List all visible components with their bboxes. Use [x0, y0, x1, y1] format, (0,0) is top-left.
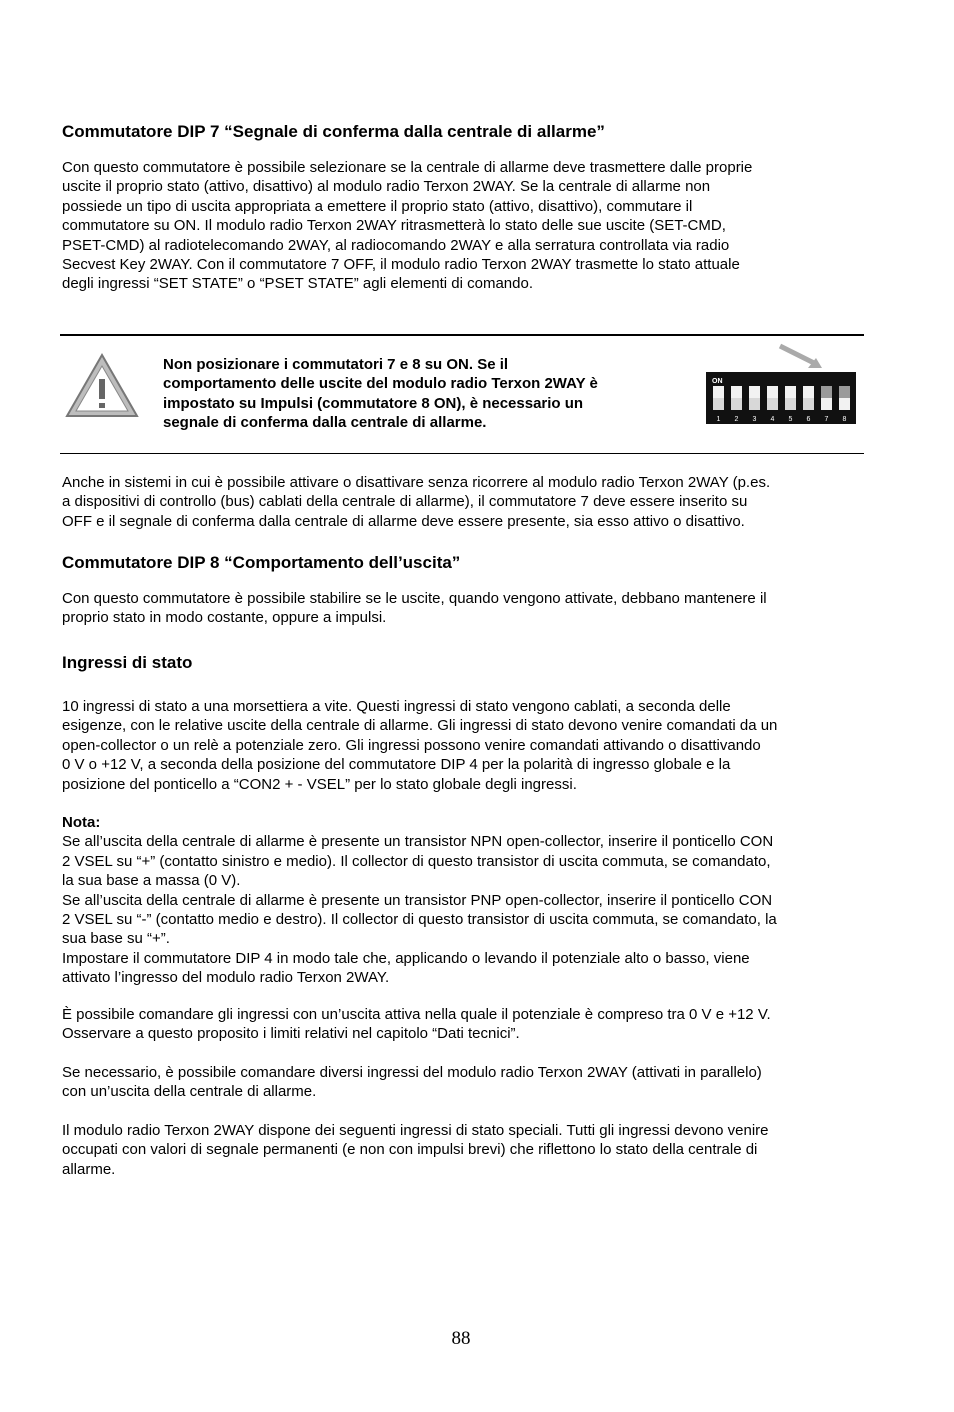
dip-switch-number-5: 5: [788, 416, 793, 423]
paragraph-voltage: [62, 1005, 862, 1044]
paragraph-after-warning: [62, 473, 862, 531]
text-line: Osservare a questo proposito i limiti relativi nel capitolo “Dati tecnici”.: [62, 1025, 520, 1043]
text-line: OFF e il segnale di conferma dalla centrale di allarme deve essere presente, sia esso attivo o disattivo.: [62, 512, 745, 530]
dip-switch-lever-3: [749, 398, 760, 410]
section-title-dip7: Commutatore DIP 7 “Segnale di conferma dalla centrale di allarme”: [62, 122, 605, 141]
text-line: possiede un tipo di uscita appropriata a emettere il proprio stato (attivo, disattivo), commutare il: [62, 197, 693, 215]
text-line: Con questo commutatore è possibile stabilire se le uscite, quando vengono attivate, debbano mantenere il: [62, 590, 767, 607]
text-line: occupati con valori di segnale permanenti (e non con impulsi brevi) che riflettono lo stato della centrale di: [62, 1141, 758, 1159]
text-line: con un’uscita della centrale di allarme.: [62, 1083, 317, 1101]
text-line: 2 VSEL su “-” (contatto medio e destro). Il collector di questo transistor di uscita commuta, se comandato, la: [62, 911, 777, 929]
text-line: PSET-CMD) al radiotelecomando 2WAY, al radiocomando 2WAY e alla serratura controllata via radio: [62, 236, 730, 254]
dip-switch-lever-6: [803, 398, 814, 410]
arrow-indicator: [780, 346, 816, 364]
warning-line: impostato su Impulsi (commutatore 8 ON), è necessario un: [163, 394, 584, 412]
text-line: Il modulo radio Terxon 2WAY dispone dei seguenti ingressi di stato speciali. Tutti gli ingressi devono venire: [62, 1122, 769, 1139]
dip-on-label: ON: [712, 378, 723, 385]
dip-switch-number-6: 6: [806, 416, 811, 423]
text-line: Con questo commutatore è possibile selezionare se la centrale di allarme deve trasmettere dalle proprie: [62, 159, 753, 176]
dip-switch-number-1: 1: [716, 416, 721, 423]
warning-bottom-rule: [60, 453, 864, 454]
dip-switch-lever-5: [785, 398, 796, 410]
text-line: Se all’uscita della centrale di allarme è presente un transistor PNP open-collector, inserire il ponticello CON: [62, 891, 773, 909]
text-line: a dispositivi di controllo (bus) cablati della centrale di allarme), il commutatore 7 deve essere inserito su: [62, 493, 748, 511]
warning-line: Non posizionare i commutatori 7 e 8 su ON. Se il: [163, 356, 509, 373]
text-line: sua base su “+”.: [62, 930, 170, 948]
text-line: degli ingressi “SET STATE” o “PSET STATE” agli elementi di comando.: [62, 275, 534, 293]
text-line: uscite il proprio stato (attivo, disattivo) al modulo radio Terxon 2WAY. Se la centrale di allarme non: [62, 178, 711, 196]
paragraph-dip7: [62, 158, 862, 294]
paragraph-inputs: [62, 697, 862, 794]
text-line: allarme.: [62, 1160, 116, 1178]
nota-label: Nota:: [62, 814, 101, 831]
paragraph-parallel: [62, 1063, 862, 1102]
text-line: Impostare il commutatore DIP 4 in modo tale che, applicando o levando il potenziale alto o basso, viene: [62, 949, 750, 967]
text-line: attivato l’ingresso del modulo radio Terxon 2WAY.: [62, 969, 390, 987]
dip-switch-lever-4: [767, 398, 778, 410]
text-line: open-collector o un relè a potenziale zero. Gli ingressi possono venire comandati attivando o disattivando: [62, 736, 761, 754]
warning-text: [163, 355, 683, 433]
text-line: 10 ingressi di stato a una morsettiera a vite. Questi ingressi di stato vengono cablati, a seconda delle: [62, 698, 731, 715]
text-line: Anche in sistemi in cui è possibile attivare o disattivare senza ricorrere al modulo radio Terxon 2WAY (p.es.: [62, 474, 771, 491]
text-line: commutatore su ON. Il modulo radio Terxon 2WAY ritrasmetterà lo stato delle sue uscite (SET-CMD,: [62, 217, 726, 235]
warning-line: segnale di conferma dalla centrale di allarme.: [163, 414, 487, 432]
dip-switch-lever-2: [731, 398, 742, 410]
text-line: la sua base a massa (0 V).: [62, 872, 241, 890]
text-line: Se necessario, è possibile comandare diversi ingressi del modulo radio Terxon 2WAY (attivati in parallelo): [62, 1064, 762, 1081]
text-line: È possibile comandare gli ingressi con un’uscita attiva nella quale il potenziale è compreso tra 0 V e +12 V.: [62, 1006, 771, 1023]
dip-switch-number-4: 4: [770, 416, 775, 423]
text-line: proprio stato in modo costante, oppure a impulsi.: [62, 609, 387, 627]
page-number: 88: [451, 1328, 471, 1349]
dip-body: [706, 372, 856, 424]
nota-block: [62, 813, 862, 988]
warning-top-rule: [60, 334, 864, 336]
section-title-dip8: Commutatore DIP 8 “Comportamento dell’uscita”: [62, 553, 461, 572]
dip-switch-illustration: [700, 340, 862, 432]
dip-switch-number-2: 2: [734, 416, 739, 423]
paragraph-special-inputs: [62, 1121, 862, 1179]
text-line: Secvest Key 2WAY. Con il commutatore 7 OFF, il modulo radio Terxon 2WAY trasmette lo stato attuale: [62, 256, 740, 274]
dip-switch-number-7: 7: [824, 416, 829, 423]
warning-line: comportamento delle uscite del modulo radio Terxon 2WAY è: [163, 375, 598, 393]
text-line: posizione del ponticello a “CON2 + - VSEL” per lo stato globale degli ingressi.: [62, 775, 577, 793]
dip-switch-number-3: 3: [752, 416, 757, 423]
text-line: 2 VSEL su “+” (contatto sinistro e medio). Il collector di questo transistor di uscita commuta, se comandato,: [62, 852, 771, 870]
dip-switch-number-8: 8: [842, 416, 847, 423]
text-line: 0 V o +12 V, a seconda della posizione del commutatore DIP 4 per la polarità di ingresso globale e la: [62, 756, 731, 774]
text-line: esigenze, con le relative uscite della centrale di allarme. Gli ingressi di stato devono venire comandati da un: [62, 717, 778, 735]
dip-switch-lever-8: [839, 386, 850, 398]
dip-switch-lever-1: [713, 398, 724, 410]
warning-triangle-icon: [64, 352, 140, 420]
text-line: Se all’uscita della centrale di allarme è presente un transistor NPN open-collector, inserire il ponticello CON: [62, 833, 774, 851]
paragraph-dip8: [62, 589, 862, 628]
section-title-inputs: Ingressi di stato: [62, 653, 193, 672]
dip-switch-lever-7: [821, 386, 832, 398]
